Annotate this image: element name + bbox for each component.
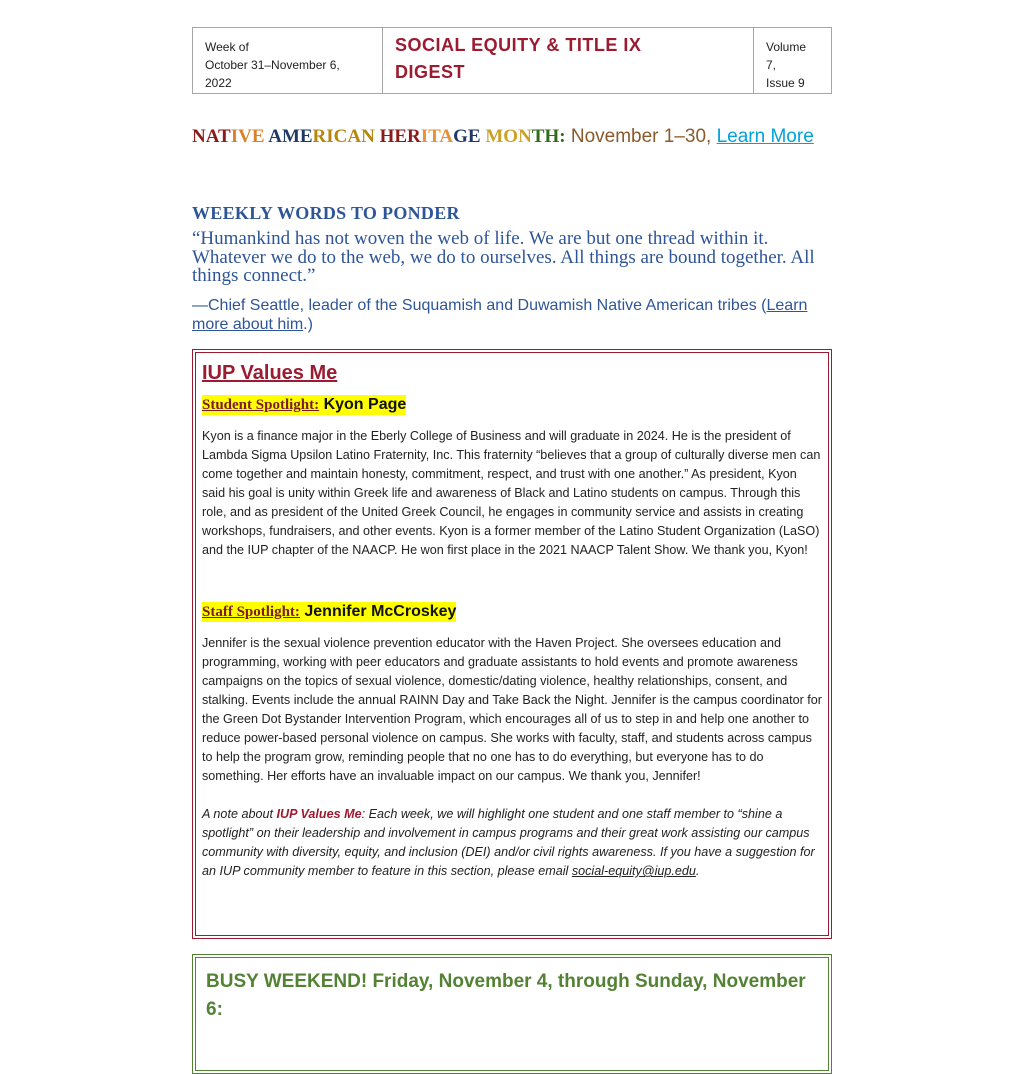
heritage-month-title [192,126,566,147]
heritage-title-segment: IVE [230,126,269,147]
staff-spotlight-label: Staff Spotlight: [202,604,300,620]
digest-title [383,28,754,93]
heritage-title-segment: TH: [531,126,566,147]
heritage-title-segment: RICAN [312,126,380,147]
week-cell [193,28,383,93]
heritage-dates: November 1–30, [565,126,717,147]
staff-spotlight-heading [202,602,456,622]
note-brand: IUP Values Me [276,807,362,821]
attribution-text: —Chief Seattle, leader of the Suquamish and Duwamish Native American tribes ( [192,296,767,314]
student-bio: Kyon is a finance major in the Eberly College of Business and will graduate in 2024. He is the president of Lambda Sigma Upsilon Latino Fraternity, Inc. This fraternity “believes that a group of culturally diverse men can come together and maintain honesty, commitment, respect, and trust with one another.” As president, Kyon said his goal is unity within Greek life and awareness of Black and Latino students on campus. Through this role, and as president of the United Greek Council, he engages in community service and assists in creating workshops, fundraisers, and other events. Kyon is a former member of the Latino Student Organization (LaSO) and the IUP chapter of the NAACP. He won first place in the 2021 NAACP Talent Show. We thank you, Kyon! [202,429,821,557]
note-body: : Each week, we will highlight one student and one staff member to “shine a spotlight” on their leadership and involvement in campus programs and their great work assisting our campus community with diversity, equity, and inclusion (DEI) and/or civil rights awareness. If you have a suggestion for an IUP community member to feature in this section, please email [202,807,815,878]
heritage-title-segment: MON [485,126,532,147]
week-label: Week of [205,40,249,54]
heritage-title-segment: AME [268,126,313,147]
busy-weekend-box [192,954,832,1074]
ponder-heading: WEEKLY WORDS TO PONDER [192,203,460,223]
note-end: . [695,864,700,878]
digest-page [192,27,832,1020]
digest-title-line1: SOCIAL EQUITY & TITLE IX [395,35,642,55]
volume-label: Volume [766,40,807,54]
student-spotlight-label: Student Spotlight: [202,397,320,413]
values-title: IUP Values Me [202,362,338,384]
values-note [202,805,822,881]
email-link[interactable]: social-equity@iup.edu [571,864,696,878]
note-prefix: A note about [202,807,277,821]
heritage-title-segment: GE [453,126,486,147]
volume-cell [754,28,831,93]
student-spotlight-heading [202,395,406,415]
header-table [192,27,832,94]
volume-number: 7, [766,58,777,72]
learn-more-link[interactable]: Learn More [716,126,814,147]
heritage-title-segment: NAT [192,126,231,147]
attribution-end: .) [303,315,313,333]
staff-name: Jennifer McCroskey [299,603,457,620]
heritage-month-line [192,124,832,150]
staff-bio: Jennifer is the sexual violence prevention educator with the Haven Project. She oversees education and programming, working with peer educators and graduate assistants to hold events and promote awareness campaigns on the topics of sexual violence, domestic/dating violence, healthy relationships, consent, and stalking. Events include the annual RAINN Day and Take Back the Night. Jennifer is the campus coordinator for the Green Dot Bystander Intervention Program, which encourages all of us to step in and help one another to reduce power-based personal violence on campus. She works with faculty, staff, and students across campus to help the program grow, reminding people that no one has to do everything, but everyone has to do something. Her efforts have an invaluable impact on our campus. We thank you, Jennifer! [202,636,822,783]
issue-number: Issue 9 [766,76,805,90]
learn-more-about-him-link[interactable]: Learn more about him [192,296,808,333]
busy-weekend-title: BUSY WEEKEND! Friday, November 4, through Sunday, November 6: [206,971,806,1020]
ponder-quote: “Humankind has not woven the web of life. We are but one thread within it. Whatever we do to the web, we do to ourselves. All things are bound together. All things connect.” [192,228,815,286]
quote-attribution [192,296,832,334]
iup-values-me-box [192,349,832,939]
week-year: 2022 [205,76,232,90]
heritage-title-segment: ITA [420,126,454,147]
digest-title-line2: DIGEST [395,62,466,82]
student-name: Kyon Page [319,396,407,413]
heritage-title-segment: HER [379,126,421,147]
week-range: October 31–November 6, [205,58,340,72]
